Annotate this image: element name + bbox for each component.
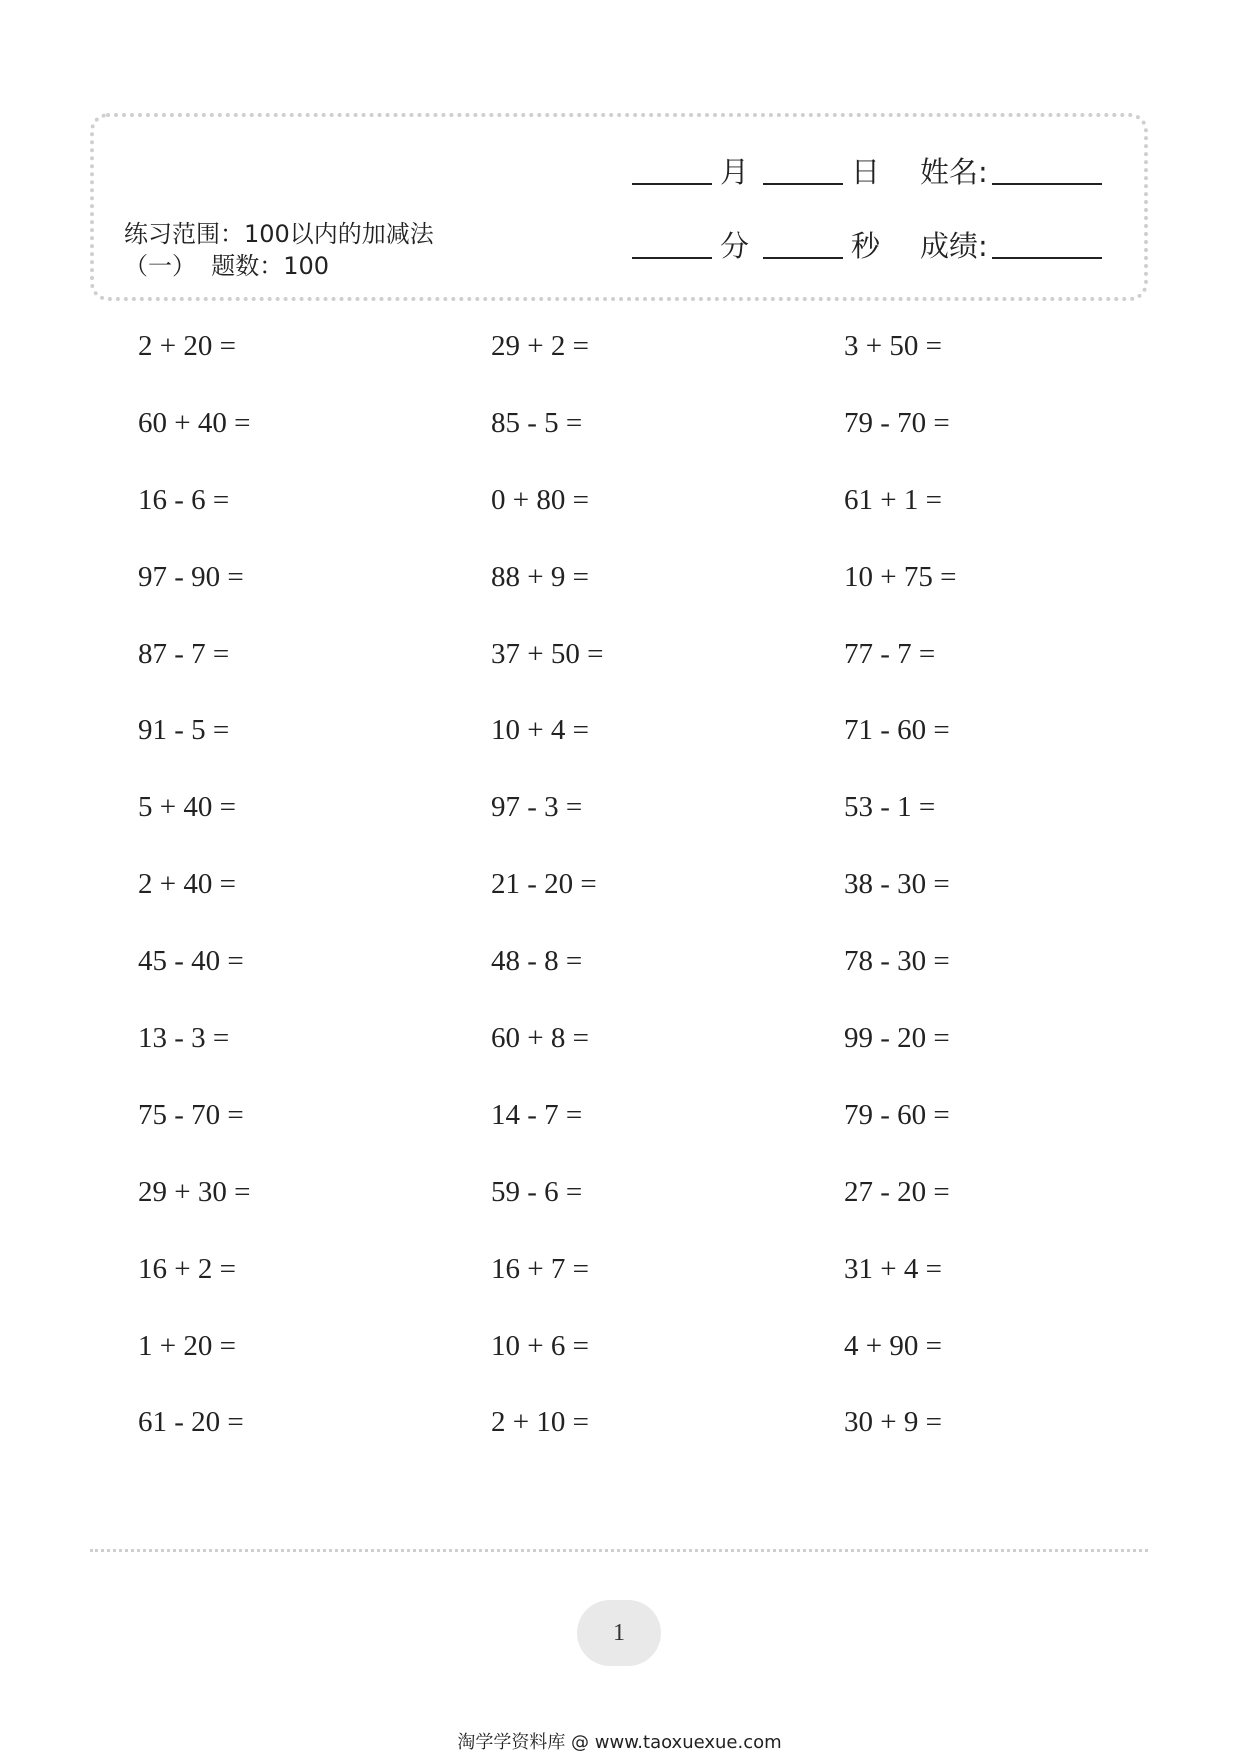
name-blank[interactable] (992, 182, 1102, 185)
problem-item: 31 + 4 = (844, 1252, 942, 1285)
problem-item: 59 - 6 = (491, 1175, 583, 1208)
second-blank[interactable] (763, 256, 843, 259)
problem-item: 61 - 20 = (138, 1406, 244, 1439)
minute-blank[interactable] (632, 256, 712, 259)
problem-item: 53 - 1 = (844, 791, 936, 824)
problem-grid (138, 323, 1158, 1476)
score-label: 成绩: (920, 229, 988, 263)
problem-item: 85 - 5 = (491, 406, 583, 439)
problem-item: 27 - 20 = (844, 1175, 950, 1208)
problem-item: 75 - 70 = (138, 1098, 244, 1131)
problem-item: 21 - 20 = (491, 868, 597, 901)
problem-item: 2 + 20 = (138, 330, 236, 362)
problem-item: 61 + 1 = (844, 483, 942, 516)
problem-item: 4 + 90 = (844, 1329, 942, 1362)
problem-item: 91 - 5 = (138, 714, 230, 747)
watermark: 淘学学资料库 @ www.taoxuexue.com (457, 1732, 782, 1753)
problem-item: 10 + 4 = (491, 714, 589, 747)
scope-line-2: （一） 题数：100 (124, 252, 330, 280)
problem-item: 48 - 8 = (491, 945, 583, 978)
scope-line-1: 练习范围：100以内的加减法 (124, 220, 434, 248)
problem-item: 99 - 20 = (844, 1022, 950, 1055)
problem-item: 60 + 8 = (491, 1022, 589, 1055)
problem-item: 97 - 90 = (138, 560, 244, 593)
problem-item: 16 - 6 = (138, 483, 230, 516)
problem-item: 16 + 7 = (491, 1252, 589, 1285)
month-label: 月 (720, 155, 750, 189)
problem-item: 29 + 2 = (491, 330, 589, 362)
day-label: 日 (851, 155, 881, 189)
problem-item: 13 - 3 = (138, 1022, 230, 1055)
problem-item: 38 - 30 = (844, 868, 950, 901)
problem-item: 30 + 9 = (844, 1406, 942, 1439)
time-row (632, 224, 1102, 265)
second-label: 秒 (851, 229, 881, 263)
problem-item: 45 - 40 = (138, 945, 244, 978)
day-blank[interactable] (763, 182, 843, 185)
problem-item: 78 - 30 = (844, 945, 950, 978)
problem-item: 14 - 7 = (491, 1098, 583, 1131)
problem-item: 3 + 50 = (844, 330, 942, 362)
problem-item: 2 + 10 = (491, 1406, 589, 1439)
problem-item: 16 + 2 = (138, 1252, 236, 1285)
date-row (632, 150, 1102, 191)
problem-item: 88 + 9 = (491, 560, 589, 593)
problem-item: 10 + 6 = (491, 1329, 589, 1362)
footer-divider (90, 1549, 1148, 1552)
problem-item: 97 - 3 = (491, 791, 583, 824)
problem-item: 79 - 60 = (844, 1098, 950, 1131)
score-blank[interactable] (992, 256, 1102, 259)
problem-item: 2 + 40 = (138, 868, 236, 901)
problem-item: 77 - 7 = (844, 637, 936, 670)
problem-item: 5 + 40 = (138, 791, 236, 824)
practice-scope (124, 218, 434, 282)
problem-item: 60 + 40 = (138, 406, 251, 439)
page-number: 1 (577, 1600, 661, 1666)
problem-item: 29 + 30 = (138, 1175, 251, 1208)
problem-item: 87 - 7 = (138, 637, 230, 670)
problem-item: 71 - 60 = (844, 714, 950, 747)
minute-label: 分 (720, 229, 750, 263)
problem-item: 79 - 70 = (844, 406, 950, 439)
problem-item: 10 + 75 = (844, 560, 957, 593)
problem-item: 0 + 80 = (491, 483, 589, 516)
name-label: 姓名: (920, 155, 988, 189)
problem-item: 37 + 50 = (491, 637, 604, 670)
month-blank[interactable] (632, 182, 712, 185)
problem-item: 1 + 20 = (138, 1329, 236, 1362)
